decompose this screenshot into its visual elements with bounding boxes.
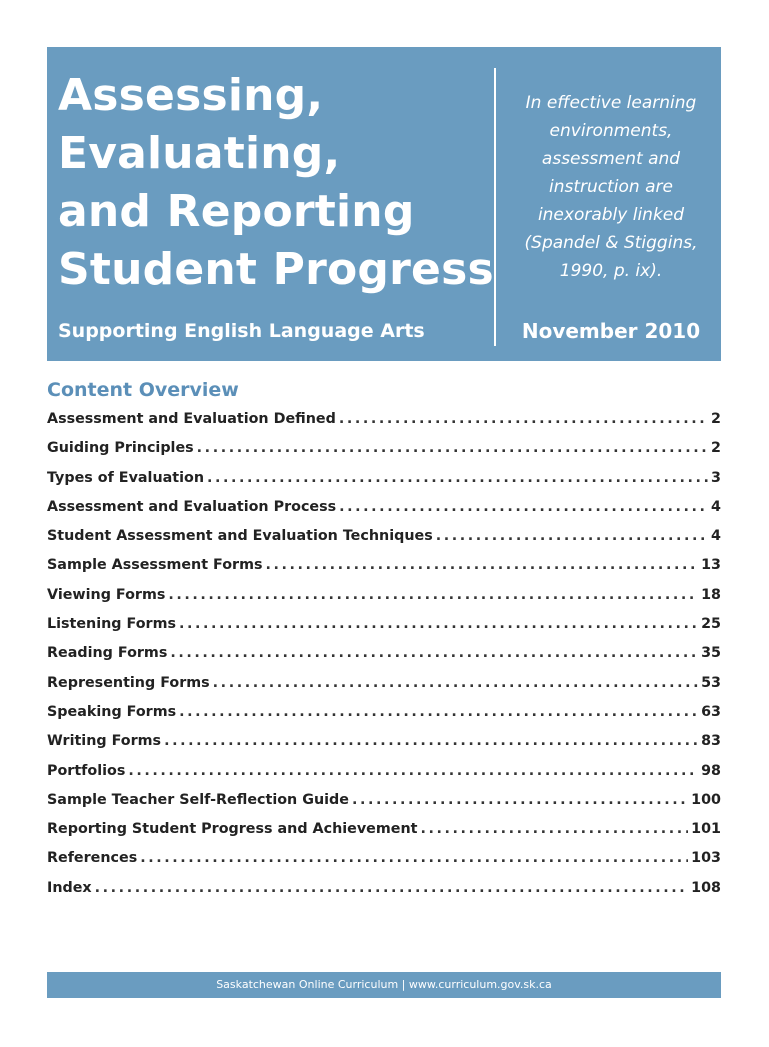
- toc-entry-title: Reporting Student Progress and Achievement: [47, 821, 418, 838]
- toc-dot-leader: [128, 763, 698, 779]
- title-banner: [47, 47, 721, 361]
- toc-entry[interactable]: [47, 440, 721, 469]
- toc-entry[interactable]: [47, 850, 721, 879]
- toc-entry-page-number: 18: [701, 586, 721, 603]
- toc-entry[interactable]: [47, 763, 721, 792]
- toc-dot-leader: [179, 616, 698, 632]
- toc-entry[interactable]: [47, 704, 721, 733]
- toc-entry-page-number: 101: [691, 821, 721, 838]
- toc-entry[interactable]: [47, 587, 721, 616]
- toc-entry-title: Reading Forms: [47, 645, 168, 662]
- toc-entry-page-number: 4: [711, 528, 721, 545]
- toc-entry[interactable]: [47, 675, 721, 704]
- document-title: [58, 67, 498, 299]
- toc-dot-leader: [168, 587, 698, 603]
- toc-dot-leader: [95, 880, 689, 896]
- toc-entry[interactable]: [47, 792, 721, 821]
- toc-entry[interactable]: [47, 470, 721, 499]
- toc-dot-leader: [339, 411, 708, 427]
- toc-dot-leader: [213, 675, 698, 691]
- toc-dot-leader: [266, 557, 699, 573]
- toc-dot-leader: [339, 499, 708, 515]
- toc-entry-page-number: 83: [701, 733, 721, 750]
- toc-dot-leader: [170, 645, 698, 661]
- toc-entry-title: Types of Evaluation: [47, 469, 205, 486]
- toc-entry-title: Index: [47, 879, 92, 896]
- toc-entry-page-number: 98: [701, 762, 721, 779]
- toc-entry-page-number: 63: [701, 703, 721, 720]
- toc-entry[interactable]: [47, 880, 721, 909]
- toc-entry-title: Assessment and Evaluation Defined: [47, 411, 336, 427]
- toc-entry[interactable]: [47, 557, 721, 586]
- banner-divider: [494, 68, 496, 346]
- toc-entry-title: Sample Teacher Self-Reflection Guide: [47, 791, 349, 808]
- toc-entry-page-number: 13: [701, 557, 721, 574]
- toc-entry[interactable]: [47, 528, 721, 557]
- toc-entry[interactable]: [47, 733, 721, 762]
- toc-entry-page-number: 2: [711, 440, 721, 457]
- toc-entry-title: Assessment and Evaluation Process: [47, 498, 337, 515]
- toc-dot-leader: [436, 528, 708, 544]
- title-line: and Reporting: [58, 186, 415, 237]
- toc-dot-leader: [352, 792, 688, 808]
- toc-entry-title: Student Assessment and Evaluation Techniques: [47, 528, 433, 545]
- title-line: Assessing,: [58, 70, 324, 121]
- toc-entry-page-number: 100: [691, 791, 721, 808]
- toc-dot-leader: [164, 733, 698, 749]
- toc-entry-page-number: 35: [701, 645, 721, 662]
- publication-date: November 2010: [521, 319, 701, 343]
- toc-entry-title: Portfolios: [47, 762, 126, 779]
- table-of-contents: [47, 411, 721, 909]
- toc-entry-page-number: 108: [691, 879, 721, 896]
- title-line: Evaluating,: [58, 128, 341, 179]
- banner-quote: In effective learning environments, assessment and instruction are inexorably linked (Spandel & Stiggins, 1990, p. ix).: [524, 93, 698, 281]
- toc-dot-leader: [420, 821, 688, 837]
- toc-entry-title: Guiding Principles: [47, 440, 194, 457]
- toc-entry-title: Writing Forms: [47, 733, 162, 750]
- toc-entry-title: References: [47, 850, 138, 867]
- toc-entry-title: Speaking Forms: [47, 703, 177, 720]
- toc-dot-leader: [197, 440, 708, 456]
- toc-dot-leader: [179, 704, 698, 720]
- toc-entry[interactable]: [47, 616, 721, 645]
- toc-entry-page-number: 2: [711, 411, 721, 427]
- toc-entry-page-number: 103: [691, 850, 721, 867]
- document-subtitle: Supporting English Language Arts: [58, 320, 425, 342]
- toc-entry-title: Viewing Forms: [47, 586, 166, 603]
- toc-dot-leader: [140, 850, 688, 866]
- title-line: Student Progress: [58, 244, 494, 295]
- toc-dot-leader: [207, 470, 708, 486]
- toc-entry[interactable]: [47, 645, 721, 674]
- toc-entry-page-number: 25: [701, 616, 721, 633]
- toc-entry-page-number: 4: [711, 498, 721, 515]
- toc-entry-page-number: 53: [701, 674, 721, 691]
- toc-entry-page-number: 3: [711, 469, 721, 486]
- page-footer: Saskatchewan Online Curriculum | www.curriculum.gov.sk.ca: [47, 972, 721, 998]
- toc-entry[interactable]: [47, 821, 721, 850]
- toc-entry-title: Representing Forms: [47, 674, 210, 691]
- content-overview-heading: Content Overview: [47, 379, 239, 401]
- toc-entry-title: Listening Forms: [47, 616, 176, 633]
- toc-entry[interactable]: [47, 499, 721, 528]
- toc-entry[interactable]: [47, 411, 721, 440]
- toc-entry-title: Sample Assessment Forms: [47, 557, 263, 574]
